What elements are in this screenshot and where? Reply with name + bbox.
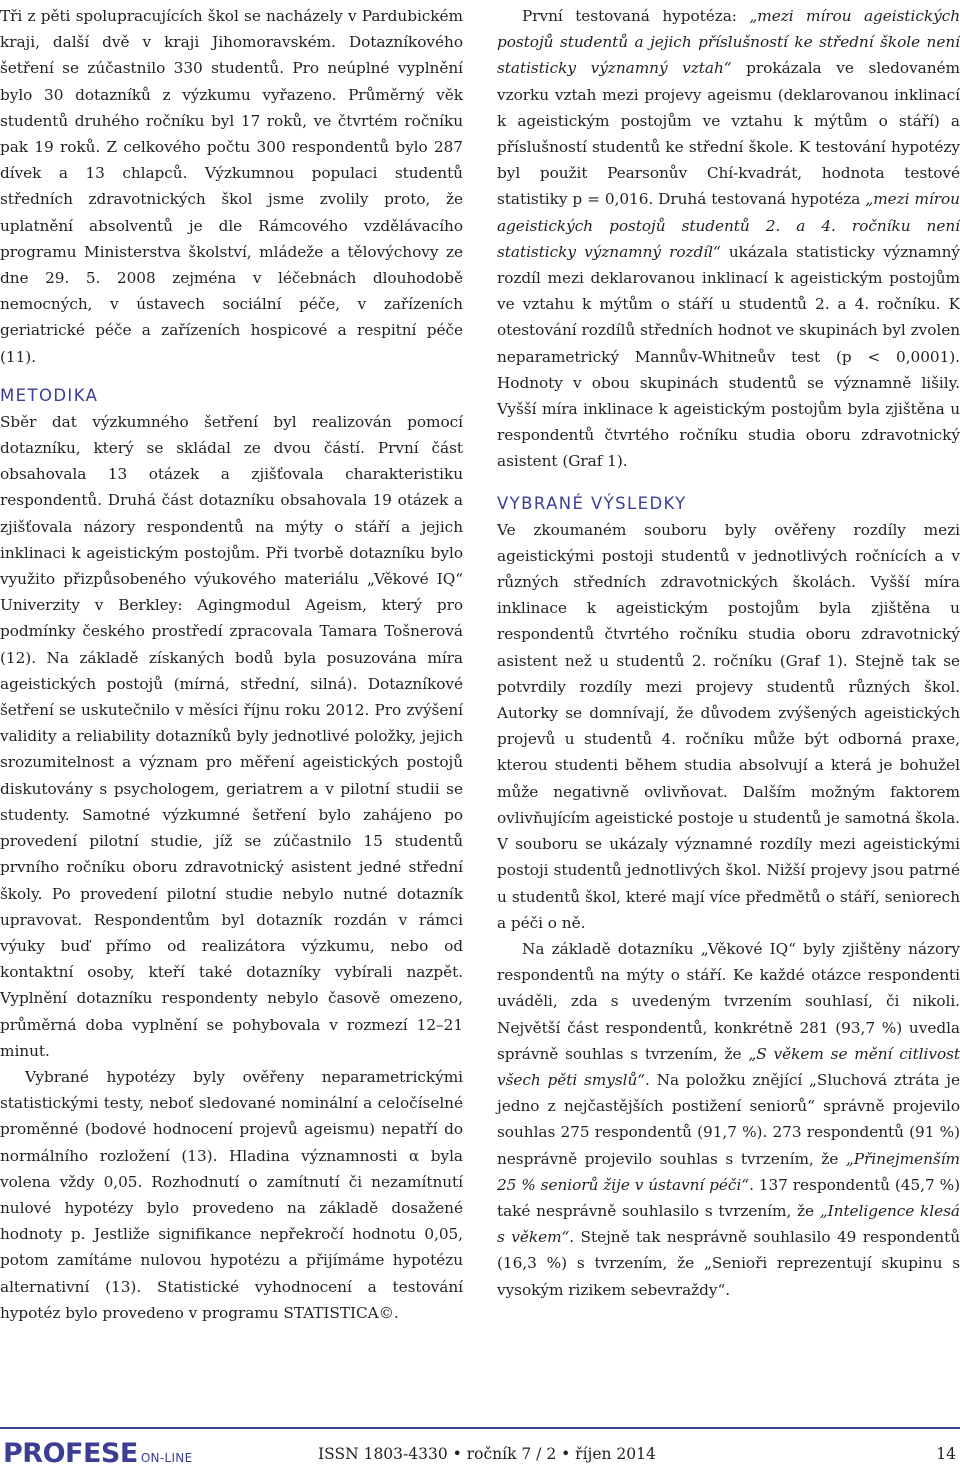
heading-vybrane-vysledky: VYBRANÉ VÝSLEDKY — [497, 493, 687, 513]
quote-intelligence: „Inteligence klesá s věkem“ — [497, 1201, 960, 1247]
issn-line: ISSN 1803-4330 • ročník 7 / 2 • říjen 2014 — [318, 1445, 656, 1463]
paragraph-schools: Tři z pěti spolupracujících škol se nacházely v Pardubickém kraji, další dvě v kraji Jihomoravském. Dotazníkového šetření se zúčastnilo 330 studentů. Pro neúplné vyplnění bylo 30 dotazníků z výzkumu vyřazeno. Průměrný věk studentů druhého ročníku byl 17 roků, ve čtvrtém ročníku pak 19 roků. Z celkového počtu 300 respondentů bylo 287 dívek a 13 chlapců. Výzkumnou populaci studentů středních zdravotnických škol jsme zvolily proto, že uplatnění absolventů je dle Rámcového vzdělávacího programu Ministerstva školství, mládeže a tělovýchovy ze dne 29. 5. 2008 zejména v léčebnách dlouhodobě nemocných, v ústavech sociální péče, v zařízeních geriatrické péče a zařízeních hospicové a respitní péče (11). — [0, 7, 463, 366]
paragraph-results: Ve zkoumaném souboru byly ověřeny rozdíly mezi ageistickými postoji studentů v jednotlivých ročnících a v různých středních zdravotnických školách. Vyšší míra inklinace k ageistickým postojům byla zjištěna u respondentů čtvrtého ročníku studia oboru zdravotnický asistent než u studentů 2. ročníku (Graf 1). Stejně tak se potvrdily rozdíly mezi projevy studentů různých škol. Autorky se domnívají, že důvodem zvýšených ageistických projevů u studentů 4. ročníku může být odborná praxe, kterou studenti během studia absolvují a která je bohužel může negativně ovlivňovat. Dalším možným faktorem ovlivňujícím ageistické postoje u studentů je samotná škola. V souboru se ukázaly významné rozdíly mezi ageistickými postoji studentů jednotlivých škol. Nižší projevy jsou patrné u studentů škol, které mají více předmětů o stáří, seniorech a péči o ně. — [497, 520, 960, 932]
text-run: ukázala statisticky významný rozdíl mezi deklarovanou inklinací k ageistickým postojům ve vztahu k mýtům o stáří u studentů 2. a 4. ročníku. K otestování rozdílů středních hodnot ve skupinách byl zvolen neparametrický Mannův-Whitneův test (p < 0,0001). Hodnoty v obou skupinách studentů se významně lišily. Vyšší míra inklinace k ageistickým postojům byla zjištěna u respondentů čtvrtého ročníku studia oboru zdravotnický asistent (Graf 1). — [497, 242, 960, 471]
left-column — [0, 3, 463, 1326]
quote-senses: „S věkem se mění citlivost všech pěti smyslů“ — [497, 1044, 960, 1089]
logo-wordmark: PROFESE — [3, 1438, 138, 1469]
text-run: . Na položku znějící „Sluchová ztráta je jedno z nejčastějších postižení seniorů“ správně projevilo souhlas 275 respondentů (91,7 %). 273 respondentů (91 %) nesprávně projevilo souhlas s tvrzením, že — [497, 1070, 960, 1168]
text-run: Na základě dotazníku „Věkové IQ“ byly zjištěny názory respondentů na mýty o stáří. Ke každé otázce respondenti uváděli, zda s uvedeným tvrzením souhlasí, či nikoli. Největší část respondentů, konkrétně 281 (93,7 %) uvedla správně souhlas s tvrzením, že — [497, 939, 960, 1063]
footer-divider — [0, 1427, 960, 1429]
text-run: . 137 respondentů (45,7 %) také nesprávně souhlasilo s tvrzením, že — [497, 1175, 960, 1220]
quote-institutional-care: „Přinejmenším 25 % seniorů žije v ústavní péči“ — [497, 1149, 960, 1194]
paragraph-methods: Sběr dat výzkumného šetření byl realizován pomocí dotazníku, který se skládal ze dvou částí. První část obsahovala 13 otázek a zjišťovala charakteristiku respondentů. Druhá část dotazníku obsahovala 19 otázek a zjišťovala názory respondentů na mýty o stáří a jejich inklinaci k ageistickým postojům. Při tvorbě dotazníku bylo využito přizpůsobeného výukového materiálu „Věkové IQ“ Univerzity v Berkley: Agingmodul Ageism, který pro podmínky českého prostředí zpracovala Tamara Tošnerová (12). Na základě získaných bodů byla posuzována míra ageistických postojů (mírná, střední, silná). Dotazníkové šetření se uskutečnilo v měsíci říjnu roku 2012. Pro zvýšení validity a reliability dotazníků byly jednotlivé položky, jejich srozumitelnost a význam pro měření ageistických postojů diskutovány s psychologem, geriatrem a v pilotní studii se studenty. Samotné výzkumné šetření bylo zahájeno po provedení pilotní studie, jíž se zúčastnilo 15 studentů prvního ročníku oboru zdravotnický asistent jedné střední školy. Po provedení pilotní studie nebylo nutné dotazník upravovat. Respondentům byl dotazník rozdán v rámci výuky buď přímo od realizátora výzkumu, nebo od kontaktní osoby, kteří také dotazníky vybírali nazpět. Vyplnění dotazníku respondenty nebylo časově omezeno, průměrná doba vyplnění se pohybovala v rozmezí 12–21 minut. — [0, 412, 463, 1060]
page-number: 14 — [936, 1445, 956, 1463]
paragraph-hypotheses — [497, 3, 960, 475]
hypothesis-2: „mezi mírou ageistických postojů studentů 2. a 4. ročníku není statisticky významný rozdíl“ — [497, 190, 960, 261]
right-column — [497, 3, 960, 1303]
journal-logo — [3, 1438, 192, 1468]
text-run: První testovaná hypotéza: — [522, 7, 750, 25]
hypothesis-1: „mezi mírou ageistických postojů studentů a jejich příslušností ke střední škole není statisticky významný vztah“ — [497, 7, 960, 78]
heading-metodika: METODIKA — [0, 385, 99, 405]
paragraph-statistics: Vybrané hypotézy byly ověřeny neparametrickými statistickými testy, neboť sledované nominální a celočíselné proměnné (bodové hodnocení projevů ageismu) nepatří do normálního rozložení (13). Hladina významnosti α byla volena vždy 0,05. Rozhodnutí o zamítnutí či nezamítnutí nulové hypotézy bylo provedeno na základě dosažené hodnoty p. Jestliže signifikance nepřekročí hodnotu 0,05, potom zamítáme nulovou hypotézu a přijímáme hypotézu alternativní (13). Statistické vyhodnocení a testování hypotéz bylo provedeno v programu STATISTICA©. — [0, 1067, 463, 1322]
text-run: . Stejně tak nesprávně souhlasilo 49 respondentů (16,3 %) s tvrzením, že „Senioři reprezentují skupinu s vysokým rizikem sebevraždy“. — [497, 1228, 960, 1299]
text-run: prokázala ve sledovaném vzorku vztah mezi projevy ageismu (deklarovanou inklinací k ageistickým postojům ve vztahu k mýtům o stáří) a příslušností studentů ke střední škole. K testování hypotézy byl použit Pearsonův Chí-kvadrát, hodnota testové statistiky p = 0,016. Druhá testovaná hypotéza — [497, 59, 960, 209]
paragraph-myths — [497, 936, 960, 1303]
logo-online: ON-LINE — [140, 1451, 193, 1465]
